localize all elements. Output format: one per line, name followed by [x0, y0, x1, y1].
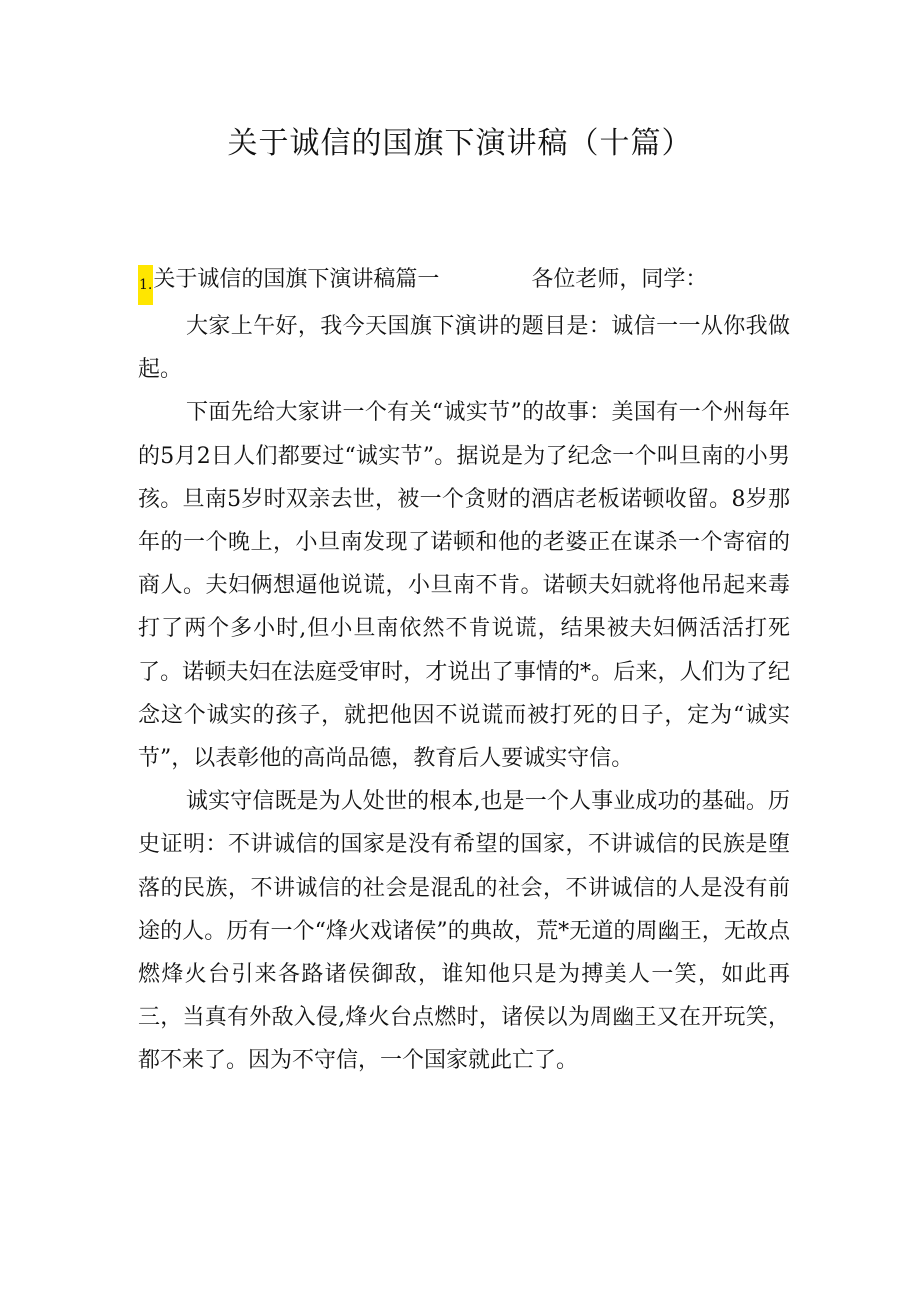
section-heading: 关于诚信的国旗下演讲稿篇一 — [153, 267, 440, 292]
paragraph-3: 诚实守信既是为人处世的根本,也是一个人事业成功的基础。历史证明：不讲诚信的国家是没有希望的国家，不讲诚信的民族是堕落的民族，不讲诚信的社会是混乱的社会，不讲诚信的人是没有前途的人。历有一个“烽火戏诸侯”的典故，荒*无道的周幽王，无故点燃烽火台引来各路诸侯御敌，谁知他只是为搏美人一笑，如此再三，当真有外敌入侵,烽火台点燃时，诸侯以为周幽王又在开玩笑，都不来了。因为不守信，一个国家就此亡了。 — [138, 789, 790, 1074]
document-body — [138, 258, 790, 1083]
greeting: 各位老师，同学： — [531, 267, 708, 292]
section-number-highlight: 1. — [138, 265, 153, 305]
section-heading-line — [138, 258, 790, 305]
paragraph-2: 下面先给大家讲一个有关“诚实节”的故事：美国有一个州每年的5月2日人们都要过“诚实节”。据说是为了纪念一个叫旦南的小男孩。旦南5岁时双亲去世，被一个贪财的酒店老板诺顿收留。8岁那年的一个晚上，小旦南发现了诺顿和他的老婆正在谋杀一个寄宿的商人。夫妇俩想逼他说谎，小旦南不肯。诺顿夫妇就将他吊起来毒打了两个多小时,但小旦南依然不肯说谎，结果被夫妇俩活活打死了。诺顿夫妇在法庭受审时，才说出了事情的*。后来，人们为了纪念这个诚实的孩子，就把他因不说谎而被打死的日子，定为“诚实节”，以表彰他的高尚品德，教育后人要诚实守信。 — [138, 400, 790, 772]
document-title: 关于诚信的国旗下演讲稿（十篇） — [227, 126, 693, 161]
paragraph-1: 大家上午好，我今天国旗下演讲的题目是：诚信一一从你我做起。 — [138, 314, 790, 383]
